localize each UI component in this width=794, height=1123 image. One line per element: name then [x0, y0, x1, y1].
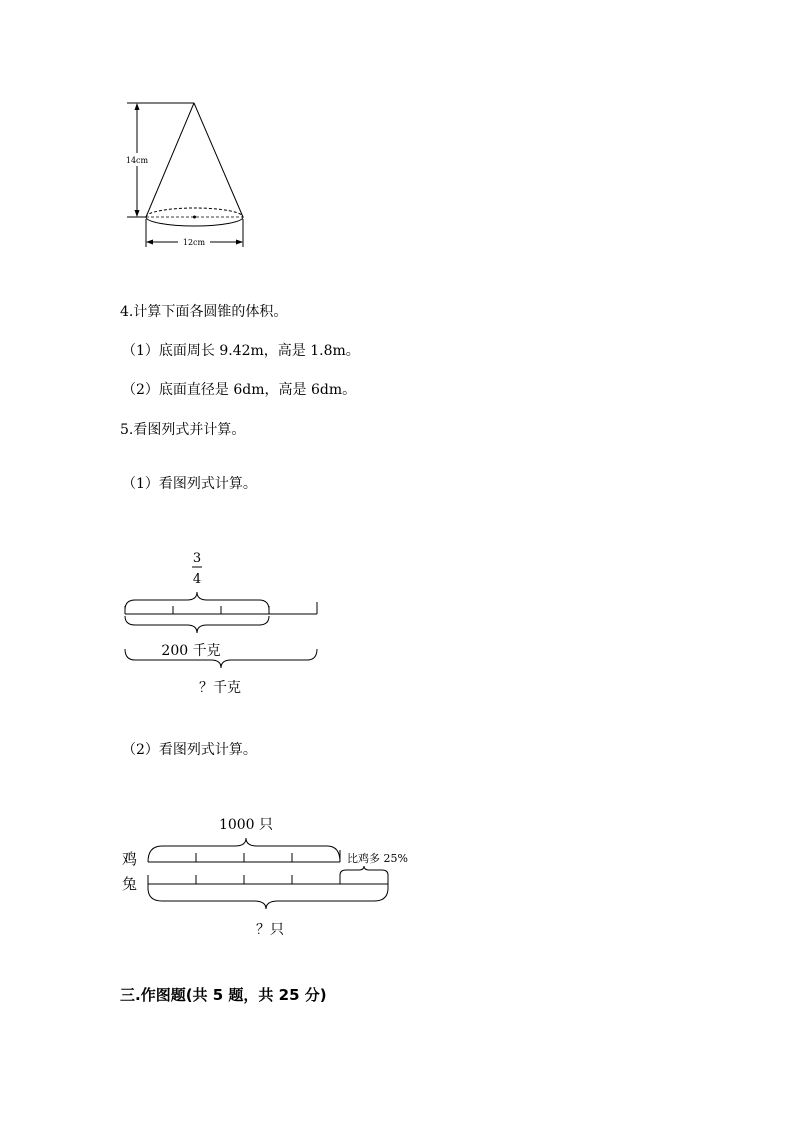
q4-item-1: （1）底面周长 9.42m，高是 1.8m。: [122, 343, 360, 359]
label-more-than-chicken: 比鸡多 25%: [347, 852, 408, 865]
diameter-arrow-left: [146, 240, 153, 245]
height-arrow-top: [135, 103, 140, 110]
cone-figure: [120, 95, 260, 255]
cone-right-side: [194, 103, 243, 217]
segment-diagram-1: [110, 540, 340, 705]
brace-total: [125, 649, 317, 668]
label-unknown-count: ？只: [256, 922, 284, 938]
q5-part1-label: （1）看图列式计算。: [122, 476, 257, 492]
diameter-label: 12cm: [182, 238, 206, 247]
cone-left-side: [146, 103, 194, 217]
row-label-chicken: 鸡: [122, 850, 138, 868]
height-label: 14cm: [125, 156, 149, 165]
q4-title: 4.计算下面各圆锥的体积。: [120, 304, 288, 320]
diameter-arrow-right: [236, 240, 243, 245]
q4-item-2: （2）底面直径是 6dm，高是 6dm。: [122, 382, 357, 398]
brace-200kg: [125, 616, 269, 633]
row-label-rabbit: 兔: [122, 875, 138, 893]
label-chicken-total: 1000 只: [218, 817, 274, 833]
top-brace: [125, 592, 269, 610]
q5-part2-label: （2）看图列式计算。: [122, 742, 257, 758]
label-200kg: 200 千克: [161, 643, 221, 659]
fraction-denominator: 4: [192, 572, 202, 587]
label-unknown-kg: ？千克: [199, 680, 241, 696]
fraction-numerator: 3: [192, 551, 202, 566]
brace-rabbit-bottom: [148, 888, 388, 909]
q5-title: 5.看图列式并计算。: [120, 422, 246, 438]
segment-diagram-2: [110, 810, 430, 945]
height-arrow-bottom: [135, 210, 140, 217]
section-3-title: 三.作图题(共 5 题，共 25 分): [120, 986, 327, 1004]
base-center-point: [193, 216, 196, 219]
brace-extra-part: [340, 866, 388, 875]
